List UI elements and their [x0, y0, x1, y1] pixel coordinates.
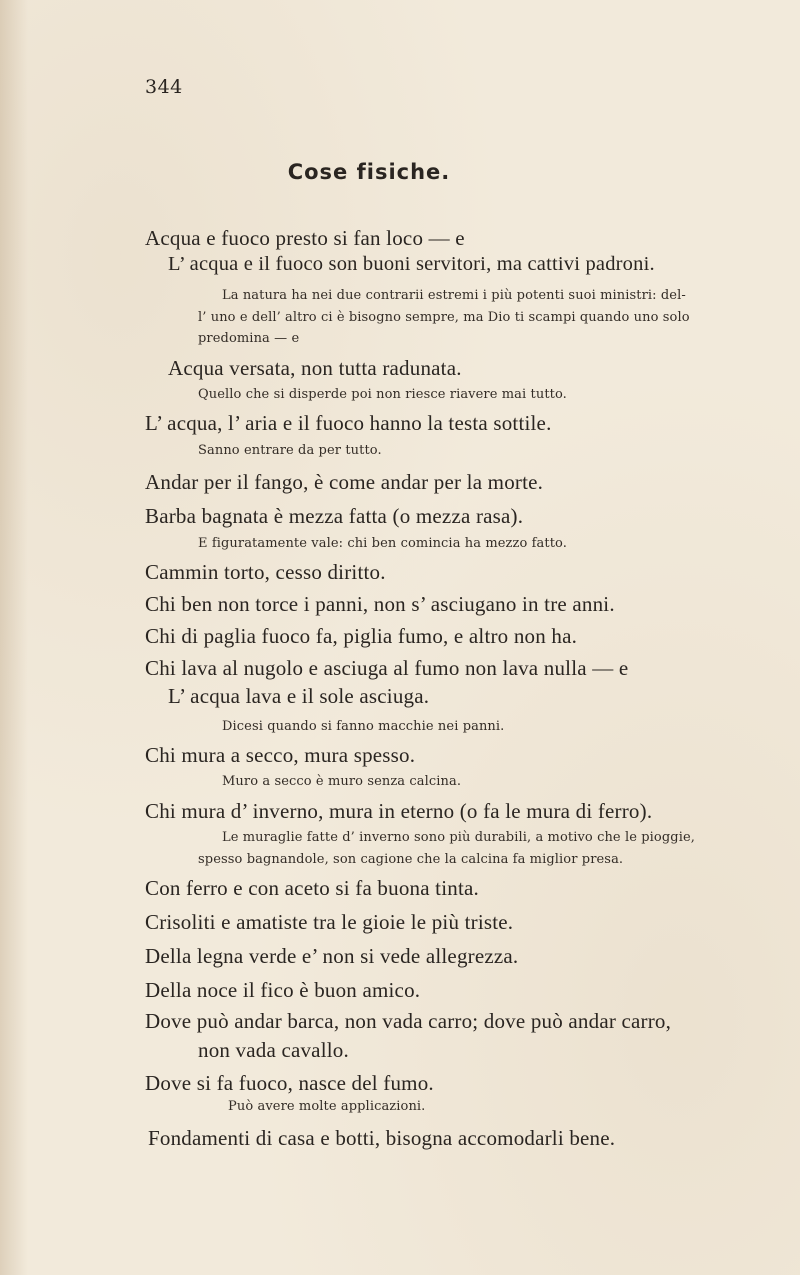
proverb-line: Acqua versata, non tutta radunata. — [168, 356, 462, 380]
proverb-line: Chi lava al nugolo e asciuga al fumo non lava nulla — e — [145, 656, 629, 680]
proverb-line: L’ acqua lava e il sole asciuga. — [168, 684, 430, 708]
proverb-line: Crisoliti e amatiste tra le gioie le più triste. — [145, 910, 514, 934]
proverb-line: L’ acqua e il fuoco son buoni servitori, ma cattivi padroni. — [168, 253, 655, 275]
proverb-line: Fondamenti di casa e botti, bisogna accomodarli bene. — [148, 1126, 616, 1150]
note-line: La natura ha nei due contrarii estremi i più potenti suoi ministri: del- — [222, 288, 686, 303]
proverb-line: Dove si fa fuoco, nasce del fumo. — [145, 1071, 434, 1095]
proverb-line: Dove può andar barca, non vada carro; dove può andar carro, — [145, 1009, 672, 1033]
note-line: predomina — e — [198, 331, 300, 346]
page-edge-shadow — [0, 0, 28, 1275]
note-line: Può avere molte applicazioni. — [228, 1099, 426, 1114]
note-line: Dicesi quando si fanno macchie nei panni. — [222, 719, 505, 734]
note-line: l’ uno e dell’ altro ci è bisogno sempre, ma Dio ti scampi quando uno solo — [198, 310, 690, 325]
proverb-line: Cammin torto, cesso diritto. — [145, 560, 386, 584]
proverb-line: Chi mura a secco, mura spesso. — [145, 743, 416, 767]
proverb-line: Chi di paglia fuoco fa, piglia fumo, e altro non ha. — [145, 624, 578, 648]
proverb-line: Della legna verde e’ non si vede allegrezza. — [145, 944, 519, 968]
note-line: Muro a secco è muro senza calcina. — [222, 774, 462, 789]
note-line: Sanno entrare da per tutto. — [198, 443, 382, 458]
proverb-line: Chi mura d’ inverno, mura in eterno (o fa le mura di ferro). — [145, 799, 653, 823]
proverb-line: non vada cavallo. — [198, 1038, 349, 1062]
section-title: Cose fisiche. — [287, 160, 451, 184]
page-number: 344 — [145, 76, 183, 98]
note-line: Quello che si disperde poi non riesce riavere mai tutto. — [198, 387, 567, 402]
note-line: E figuratamente vale: chi ben comincia ha mezzo fatto. — [198, 536, 567, 551]
note-line: spesso bagnandole, son cagione che la calcina fa miglior presa. — [198, 852, 624, 867]
proverb-line: Barba bagnata è mezza fatta (o mezza rasa). — [145, 504, 524, 528]
proverb-line: Con ferro e con aceto si fa buona tinta. — [145, 876, 479, 900]
proverb-line: L’ acqua, l’ aria e il fuoco hanno la testa sottile. — [145, 411, 552, 435]
note-line: Le muraglie fatte d’ inverno sono più durabili, a motivo che le pioggie, — [222, 830, 695, 845]
proverb-line: Della noce il fico è buon amico. — [145, 978, 421, 1002]
proverb-line: Acqua e fuoco presto si fan loco — e — [145, 226, 465, 250]
proverb-line: Andar per il fango, è come andar per la morte. — [145, 470, 544, 494]
proverb-line: Chi ben non torce i panni, non s’ asciugano in tre anni. — [145, 592, 615, 616]
